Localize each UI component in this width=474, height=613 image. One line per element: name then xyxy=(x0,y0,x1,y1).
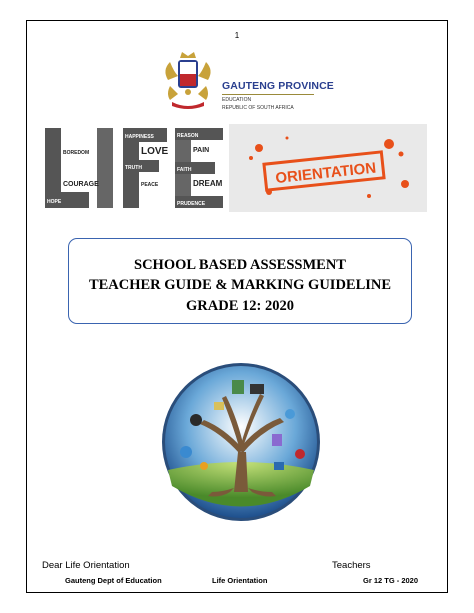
title-line-3: GRADE 12: 2020 xyxy=(186,298,294,314)
logo-subtitle-country: REPUBLIC OF SOUTH AFRICA xyxy=(222,105,294,111)
word-cloud-word: PEACE xyxy=(141,182,159,188)
coat-of-arms-icon xyxy=(160,50,216,112)
word-cloud-word: DEPRESSION xyxy=(39,128,45,161)
life-word-cloud-image xyxy=(39,124,227,212)
word-cloud-word: HOPE xyxy=(47,199,62,205)
logo-title: GAUTENG PROVINCE xyxy=(222,80,334,92)
word-cloud-word: REASON xyxy=(177,133,199,139)
word-cloud-word: COURAGE xyxy=(63,181,99,188)
page-number: 1 xyxy=(234,31,240,40)
orientation-word: ORIENTATION xyxy=(274,159,377,188)
logo-divider xyxy=(222,94,314,95)
footer-dear-text: Dear Life Orientation xyxy=(42,560,130,571)
word-cloud-word: BOREDOM xyxy=(63,150,90,156)
footer-department: Gauteng Dept of Education xyxy=(65,576,162,585)
word-cloud-word: HAPPINESS xyxy=(125,134,154,140)
title-line-1: SCHOOL BASED ASSESSMENT xyxy=(134,257,346,273)
title-line-2: TEACHER GUIDE & MARKING GUIDELINE xyxy=(88,277,392,293)
word-cloud-word: PRUDENCE xyxy=(177,201,206,207)
footer-teachers-text: Teachers xyxy=(332,560,371,571)
orientation-image xyxy=(229,124,427,212)
footer-grade: Gr 12 TG - 2020 xyxy=(363,576,419,585)
word-cloud-word: TRUTH xyxy=(125,165,142,171)
word-cloud-word: LOVE xyxy=(141,146,169,157)
gauteng-logo xyxy=(160,50,334,116)
title-box xyxy=(68,238,412,324)
knowledge-tree-image xyxy=(160,362,322,522)
word-cloud-word: FAITH xyxy=(177,167,192,173)
footer-subject: Life Orientation xyxy=(212,576,268,585)
page-footer xyxy=(26,576,448,588)
word-cloud-word: DREAM xyxy=(193,179,223,188)
word-cloud-word: PAIN xyxy=(193,147,210,154)
logo-subtitle-education: EDUCATION xyxy=(222,97,252,103)
